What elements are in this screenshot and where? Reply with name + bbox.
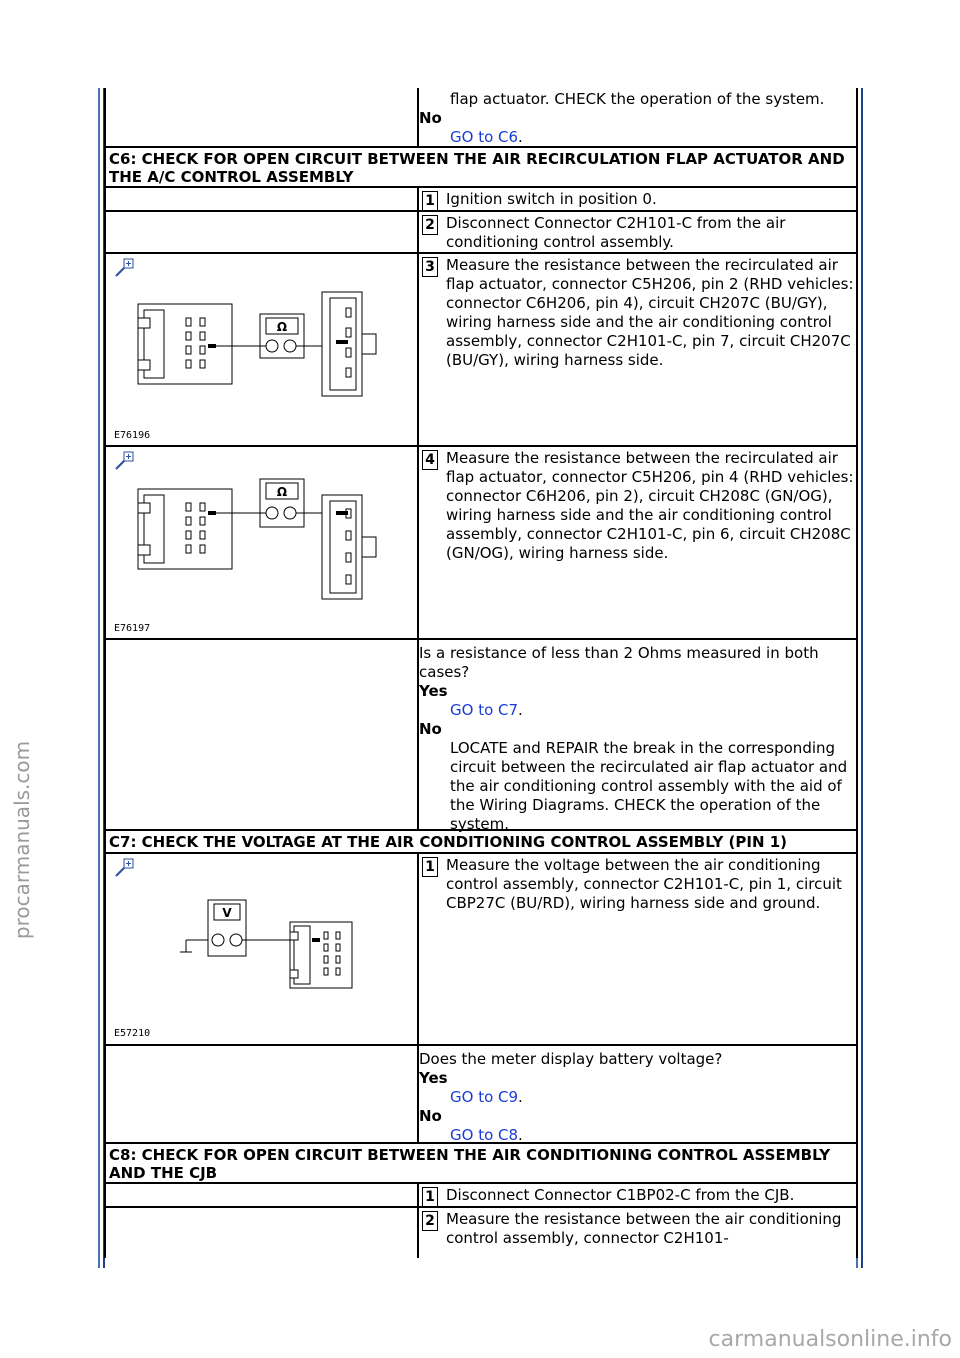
no-label: No xyxy=(419,720,442,738)
ohm-symbol: Ω xyxy=(276,485,288,499)
c6-step-1-row xyxy=(106,188,856,212)
c6-heading: C6: CHECK FOR OPEN CIRCUIT BETWEEN THE AIR RECIRCULATION FLAP ACTUATOR AND THE A/C CONTROL ASSEMBLY xyxy=(106,148,856,188)
go-to-c7-link[interactable]: GO to C7. xyxy=(450,701,523,719)
zoom-icon[interactable] xyxy=(114,858,134,878)
voltage-test-diagram xyxy=(178,898,358,998)
yes-label: Yes xyxy=(419,1069,448,1087)
no-label: No xyxy=(419,109,442,127)
c6-step-3-row xyxy=(106,254,856,447)
step-number: 2 xyxy=(422,1211,438,1231)
question-text: Is a resistance of less than 2 Ohms measured in both cases? xyxy=(419,644,819,681)
c7-heading: C7: CHECK THE VOLTAGE AT THE AIR CONDITIONING CONTROL ASSEMBLY (PIN 1) xyxy=(106,831,856,854)
volt-symbol: V xyxy=(222,906,232,920)
step-text: Measure the voltage between the air conditioning control assembly, connector C2H101-C, pin 1, circuit CBP27C (BU/RD), wiring harness side and ground. xyxy=(446,856,842,912)
step-number: 1 xyxy=(422,857,438,877)
step-text: Measure the resistance between the air conditioning control assembly, connector C2H101- xyxy=(446,1210,842,1247)
no-label: No xyxy=(419,1107,442,1125)
step-text: Measure the resistance between the recirculated air flap actuator, connector C5H206, pin 2 (RHD vehicles: connector C6H206, pin 4), circuit CH207C (BU/GY), wiring harness side and the air conditioning control assembly, connector C2H101-C, pin 7, circuit CH207C (BU/GY), wiring harness side. xyxy=(446,256,854,369)
no-action-text: LOCATE and REPAIR the break in the corresponding circuit between the recirculated air flap actuator and the air conditioning control assembly with the aid of the Wiring Diagrams. CHECK the operation of the system. xyxy=(450,739,848,833)
resistance-test-diagram xyxy=(136,284,386,414)
step-number: 1 xyxy=(422,191,438,211)
c6-step-4-row xyxy=(106,447,856,640)
go-to-c8-link[interactable]: GO to C8. xyxy=(450,1126,523,1144)
c8-step-2-row xyxy=(106,1208,856,1258)
step-number: 4 xyxy=(422,450,438,470)
zoom-icon[interactable] xyxy=(114,451,134,471)
step-number: 1 xyxy=(422,1187,438,1207)
bottom-watermark: carmanualsonline.info xyxy=(708,1327,952,1352)
figure-id: E76197 xyxy=(114,623,151,634)
resistance-test-diagram xyxy=(136,477,386,607)
c6-step-2-row xyxy=(106,212,856,254)
c8-step-1-row xyxy=(106,1184,856,1208)
side-watermark: procarmanuals.com xyxy=(10,740,34,940)
c7-step-1-row xyxy=(106,854,856,1046)
step-text: Disconnect Connector C1BP02-C from the CJB. xyxy=(446,1186,795,1204)
step-text: Ignition switch in position 0. xyxy=(446,190,657,208)
go-to-c9-link[interactable]: GO to C9. xyxy=(450,1088,523,1106)
go-to-c6-link[interactable]: GO to C6. xyxy=(450,128,523,146)
step-text: Measure the resistance between the recirculated air flap actuator, connector C5H206, pin 4 (RHD vehicles: connector C6H206, pin 2), circuit CH208C (GN/OG), wiring harness side and the air conditioning control assembly, connector C2H101-C, pin 6, circuit CH208C (GN/OG), wiring harness side. xyxy=(446,449,854,562)
c8-heading: C8: CHECK FOR OPEN CIRCUIT BETWEEN THE AIR CONDITIONING CONTROL ASSEMBLY AND THE CJB xyxy=(106,1144,856,1184)
c6-result-row xyxy=(106,640,856,831)
ohm-symbol: Ω xyxy=(276,320,288,334)
c7-result-row xyxy=(106,1046,856,1144)
yes-label: Yes xyxy=(419,682,448,700)
step-text: Disconnect Connector C2H101-C from the air conditioning control assembly. xyxy=(446,214,786,251)
step-number: 3 xyxy=(422,257,438,277)
figure-id: E57210 xyxy=(114,1028,151,1039)
continuation-row xyxy=(106,88,856,148)
question-text: Does the meter display battery voltage? xyxy=(419,1050,723,1068)
figure-id: E76196 xyxy=(114,430,151,441)
continuation-text: flap actuator. CHECK the operation of the system. xyxy=(450,90,825,108)
step-number: 2 xyxy=(422,215,438,235)
diagnostic-table xyxy=(104,88,858,1258)
zoom-icon[interactable] xyxy=(114,258,134,278)
